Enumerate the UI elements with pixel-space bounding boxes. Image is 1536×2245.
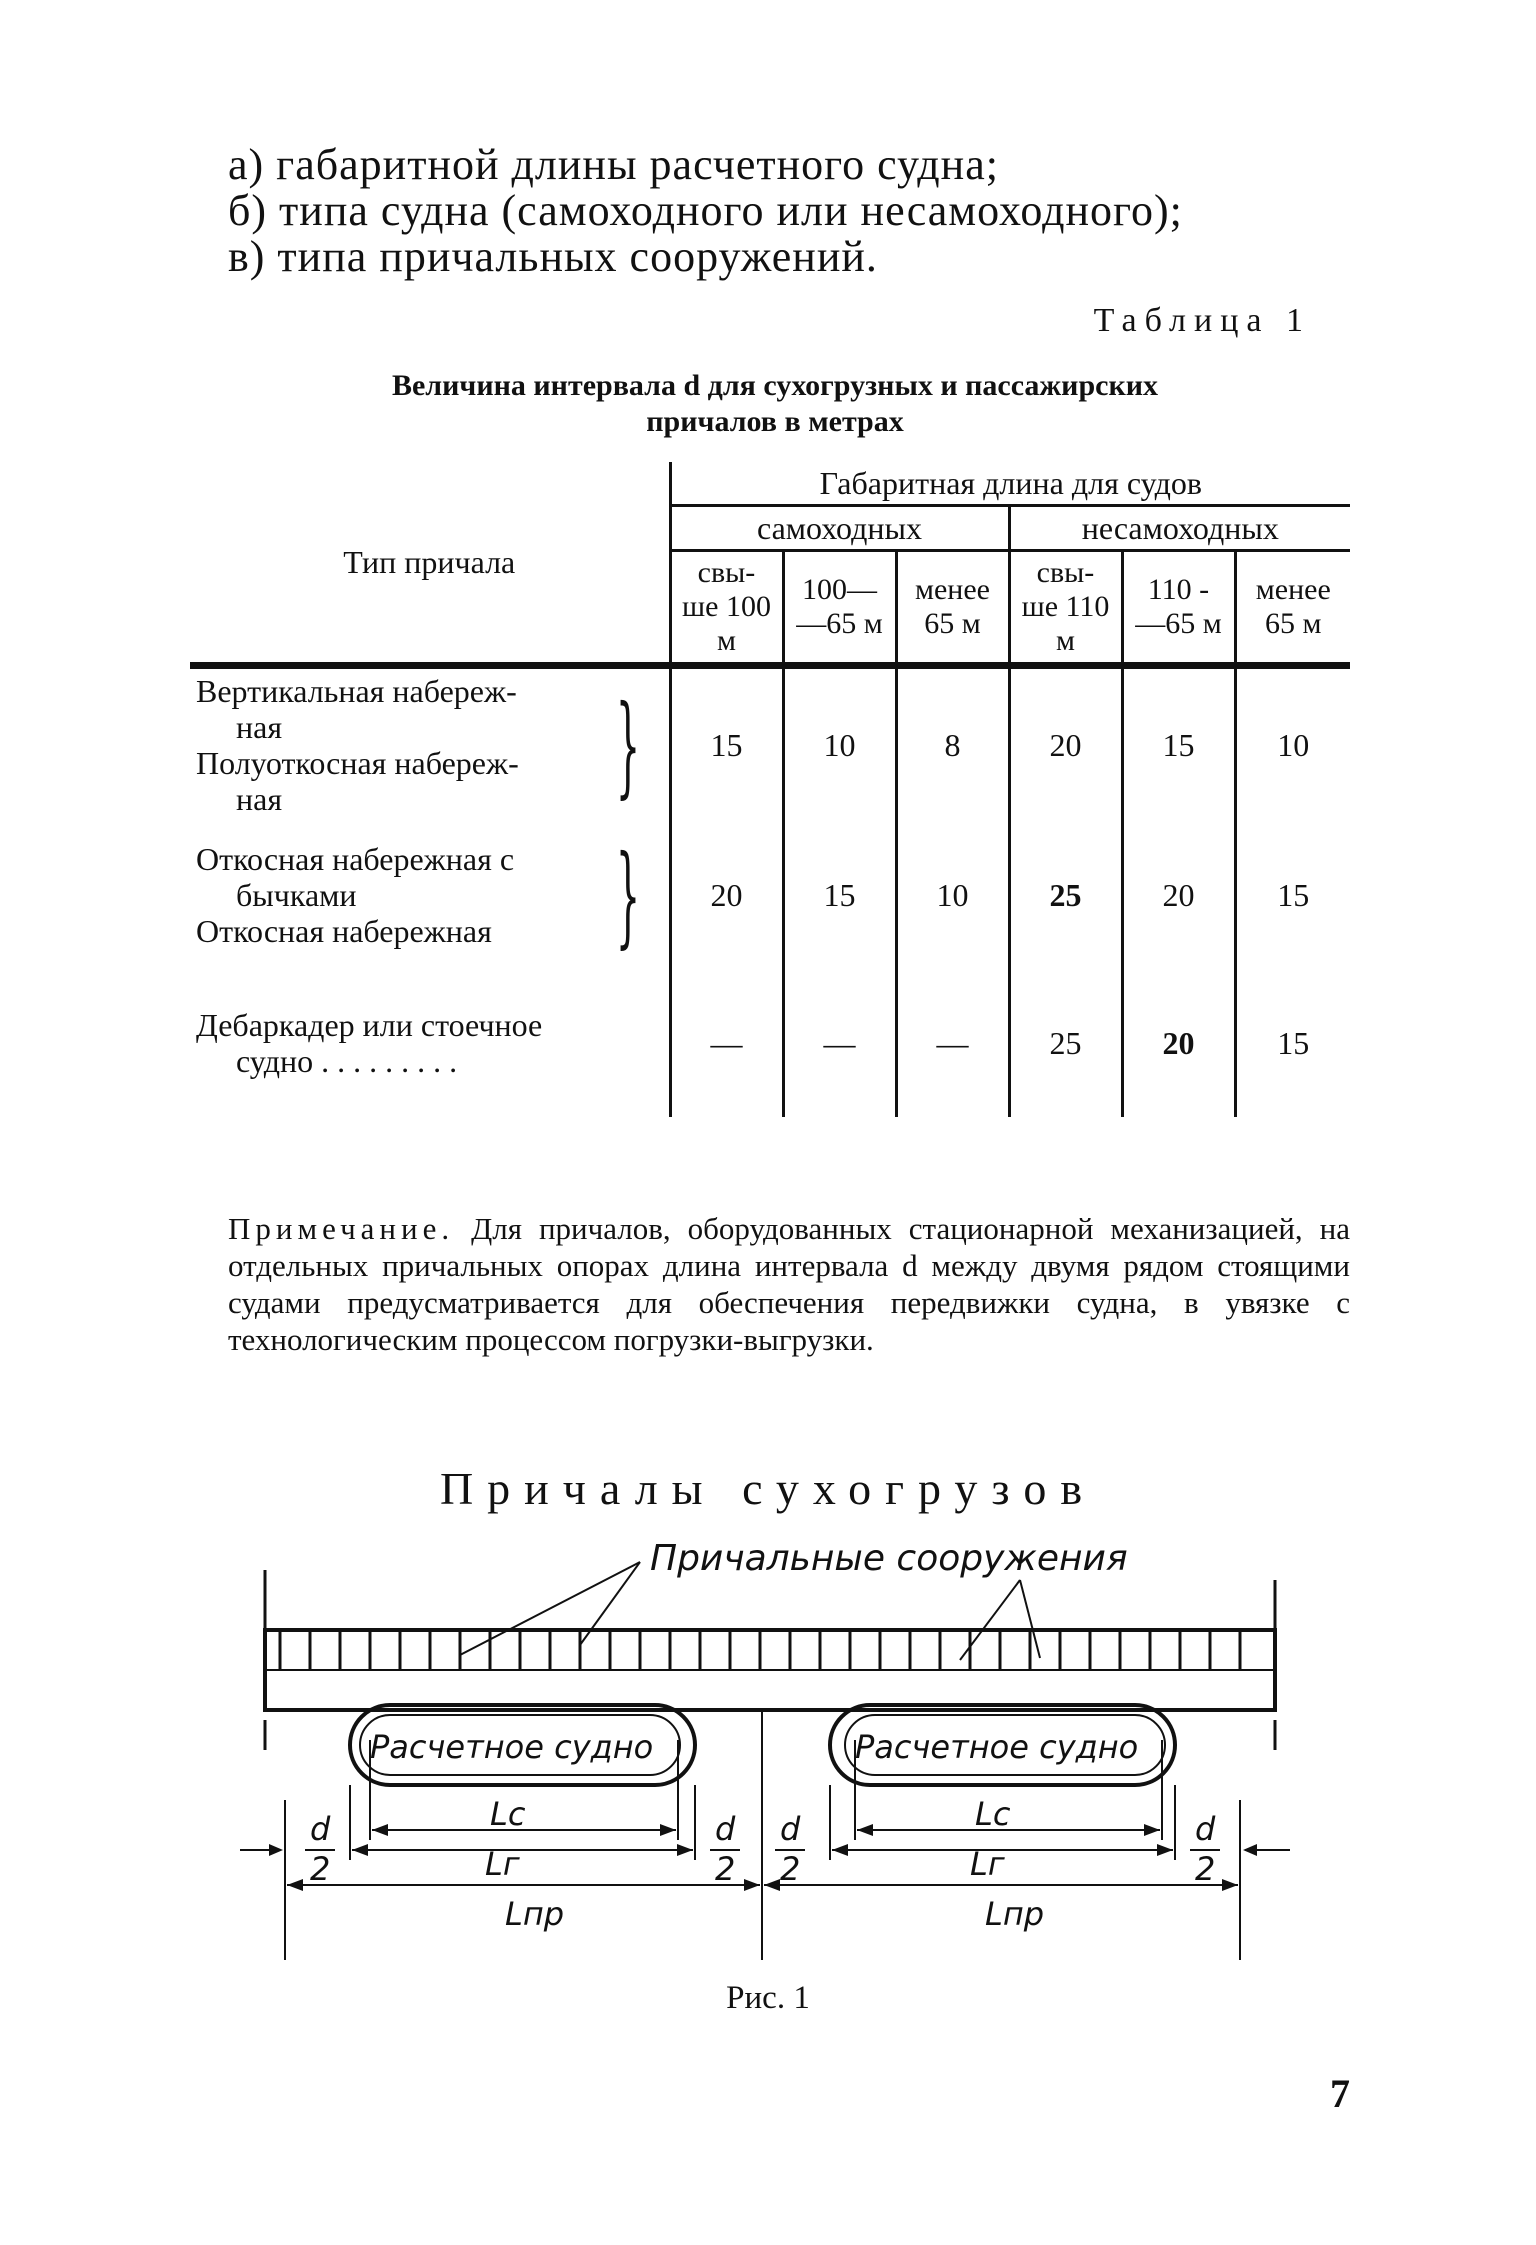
cell: 15 <box>1122 666 1235 822</box>
cell: 20 <box>1009 666 1122 822</box>
row-type-line: ная <box>236 709 283 745</box>
cell: 15 <box>1235 821 1350 969</box>
cell: 10 <box>896 821 1009 969</box>
berth-diagram-svg <box>240 1540 1310 1980</box>
d-num: d <box>780 1810 801 1848</box>
cell: 10 <box>1235 666 1350 822</box>
row-type-line: Откосная набережная <box>196 913 492 949</box>
berth-posts <box>280 1632 1240 1670</box>
page-number: 7 <box>1330 2071 1350 2116</box>
d-den: 2 <box>780 1850 801 1888</box>
table-caption-line1: Величина интервала d для сухогрузных и пассажирских <box>391 369 1159 402</box>
cell: 20 <box>1122 821 1235 969</box>
ship-label-2: Расчетное судно <box>855 1728 1139 1766</box>
brace-icon: } <box>615 831 640 959</box>
header-type: Тип причала <box>190 462 670 666</box>
ship-label-1: Расчетное судно <box>370 1728 654 1766</box>
table-caption-line2: причалов в метрах <box>646 405 904 438</box>
header-col: свы- ше 110 м <box>1009 551 1122 666</box>
header-col: 110 - —65 м <box>1122 551 1235 666</box>
list-item: в) типа причальных сооружений. <box>228 232 878 281</box>
table-row <box>190 666 1350 822</box>
cell: 15 <box>783 821 896 969</box>
cell: 25 <box>1009 821 1122 969</box>
d-num: d <box>310 1810 331 1848</box>
cell: 8 <box>896 666 1009 822</box>
cell: 15 <box>670 666 783 822</box>
cell: 15 <box>1235 969 1350 1117</box>
header-subgroup-nonself: несамоходных <box>1009 506 1350 551</box>
cell: 25 <box>1009 969 1122 1117</box>
lpr-label-2: Lпр <box>985 1895 1045 1933</box>
cell: — <box>896 969 1009 1117</box>
row-type <box>196 673 601 817</box>
structures-label: Причальные сооружения <box>650 1540 1128 1579</box>
d-den: 2 <box>1195 1850 1216 1888</box>
berth-diagram <box>240 1540 1310 1985</box>
lg-label-2: Lг <box>970 1845 1005 1883</box>
row-type <box>196 841 601 949</box>
d-num: d <box>1195 1810 1216 1848</box>
section-title: Причалы сухогрузов <box>439 1463 1097 1514</box>
cell: 20 <box>1122 969 1235 1117</box>
interval-table <box>190 462 1350 1117</box>
lc-label-1: Lс <box>490 1795 526 1833</box>
lpr-label-1: Lпр <box>505 1895 565 1933</box>
row-type-line: ная <box>236 781 283 817</box>
row-type-line: Вертикальная набереж- <box>196 673 517 709</box>
table-note <box>228 1210 1350 1358</box>
figure-caption: Рис. 1 <box>726 1980 810 2016</box>
requirements-list <box>228 142 1368 280</box>
list-item: б) типа судна (самоходного или несамоходного); <box>228 186 1183 235</box>
note-lead: Примечание. <box>228 1211 455 1246</box>
header-group: Габаритная длина для судов <box>670 462 1350 506</box>
cell: — <box>783 969 896 1117</box>
d-den: 2 <box>310 1850 331 1888</box>
note-text: Для причалов, оборудованных стационарной механизацией, на отдельных причальных опорах длина интервала d между двумя рядом стоящими судами предусматривается для обеспечения передвижки судна, в увязке с технологическим процессом погрузки-выгрузки. <box>228 1211 1350 1357</box>
table-row <box>190 821 1350 969</box>
row-type-line: судно . . . . . . . . . <box>236 1043 458 1079</box>
header-col: менее 65 м <box>1235 551 1350 666</box>
header-col: 100— —65 м <box>783 551 896 666</box>
table-caption <box>190 368 1360 440</box>
header-subgroup-self: самоходных <box>670 506 1009 551</box>
header-col: менее 65 м <box>896 551 1009 666</box>
d-den: 2 <box>715 1850 736 1888</box>
row-type <box>196 1007 663 1079</box>
row-type-line: Полуоткосная набереж- <box>196 745 519 781</box>
row-type-line: Откосная набережная с <box>196 841 515 877</box>
row-type-line: бычками <box>236 877 357 913</box>
list-item: а) габаритной длины расчетного судна; <box>228 140 999 189</box>
cell: — <box>670 969 783 1117</box>
cell: 20 <box>670 821 783 969</box>
table-row <box>190 969 1350 1117</box>
d-num: d <box>715 1810 736 1848</box>
cell: 10 <box>783 666 896 822</box>
table-label: Таблица 1 <box>1093 302 1311 339</box>
lc-label-2: Lс <box>975 1795 1011 1833</box>
header-col: свы- ше 100 м <box>670 551 783 666</box>
brace-icon: } <box>615 681 640 809</box>
lg-label-1: Lг <box>485 1845 520 1883</box>
row-type-line: Дебаркадер или стоечное <box>196 1007 543 1043</box>
